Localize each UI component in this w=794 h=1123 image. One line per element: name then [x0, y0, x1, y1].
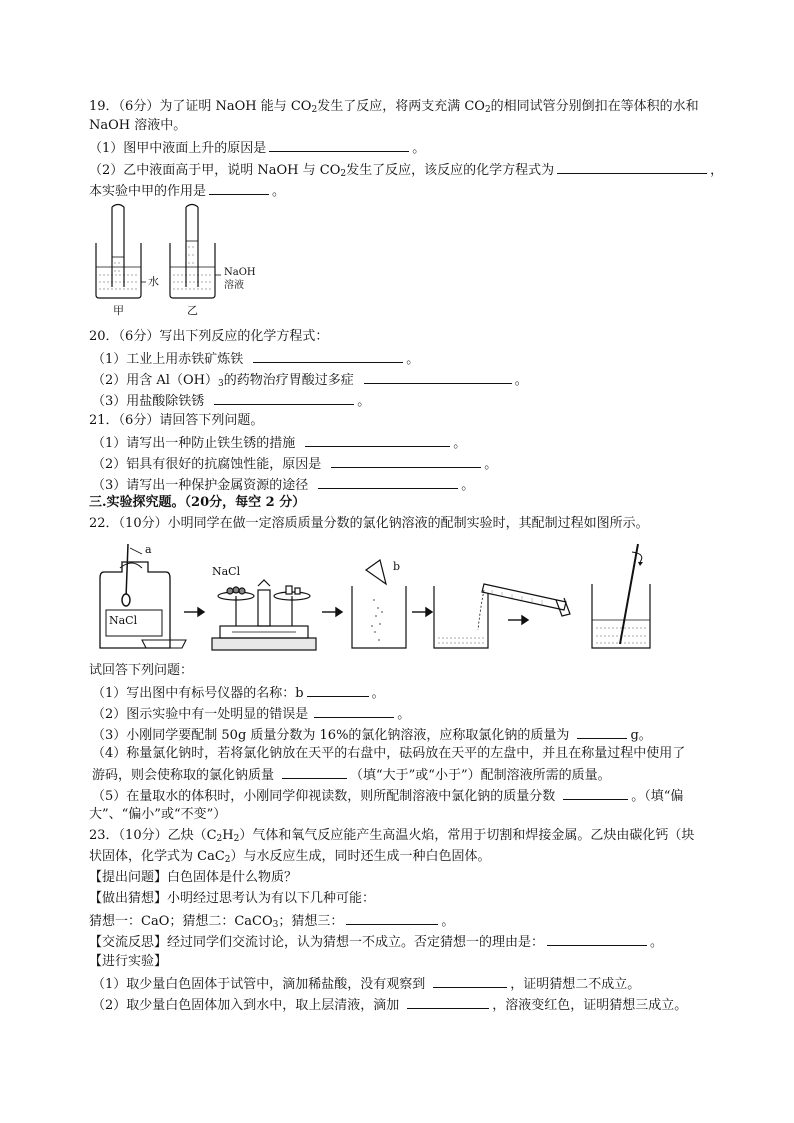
q21-part3: （3）请写出一种保护金属资源的途径 。	[92, 475, 474, 495]
q19-blank-2[interactable]	[557, 160, 707, 174]
q22-blank-3[interactable]	[577, 725, 627, 739]
q22-intro: 试回答下列问题：	[89, 663, 194, 678]
q21-blank-3[interactable]	[318, 475, 458, 489]
fig-label-solution: 溶液	[224, 280, 244, 291]
arrow-icon	[322, 608, 342, 616]
beaker-yi	[170, 243, 215, 298]
fig-label-nacl-bottle: NaCl	[109, 614, 138, 627]
fig-label-naoh: NaOH	[224, 267, 256, 278]
q20-part3: （3）用盐酸除铁锈 。	[92, 391, 370, 411]
test-tube-yi	[186, 205, 198, 288]
q23-reflect: 【交流反思】经过同学们交流讨论，认为猜想一不成立。否定猜想一的理由是： 。	[89, 932, 663, 952]
q23-exp2: （2）取少量白色固体加入到水中，取上层清液，滴加 ，溶液变红色，证明猜想三成立。	[92, 995, 687, 1015]
q22-part5-line2: 大”、“偏小”或“不变”）	[89, 807, 227, 822]
arrow-icon	[184, 608, 204, 616]
fig-label-water: 水	[148, 275, 159, 288]
balance	[212, 580, 316, 650]
q19-part1: （1）图甲中液面上升的原因是 。	[89, 138, 425, 158]
q23-title-line2: 状固体，化学式为 CaC$_2$）与水反应生成，同时还生成一种白色固体。	[89, 849, 491, 865]
section-3-heading: 三.实验探究题。（20分，每空 2 分）	[89, 495, 306, 510]
beaker-b	[352, 560, 406, 648]
beaker-pouring	[434, 584, 570, 648]
q23-blank-exp1[interactable]	[433, 974, 507, 988]
measuring-cylinder	[482, 584, 566, 610]
q23-blank-exp2[interactable]	[407, 995, 489, 1009]
q21-blank-1[interactable]	[305, 433, 450, 447]
q20-blank-1[interactable]	[253, 349, 403, 363]
q23-blank-reason[interactable]	[547, 932, 647, 946]
fig-label-jia: 甲	[113, 304, 124, 317]
beaker-jia	[96, 243, 141, 298]
q22-blank-2[interactable]	[314, 704, 394, 718]
q22-figure	[90, 540, 700, 660]
q22-title: 22．（10分）小明同学在做一定溶质质量分数的氯化钠溶液的配制实验时，其配制过程如图所示。	[89, 516, 649, 531]
q22-blank-4[interactable]	[282, 765, 347, 779]
q23-guess-list: 猜想一：CaO；猜想二：CaCO$_3$；猜想三： 。	[89, 911, 454, 931]
q22-part3: （3）小刚同学要配制 50g 质量分数为 16%的氯化钠溶液，应称取氯化钠的质量为 g。	[92, 725, 652, 745]
q20-part2: （2）用含 $Al(OH)_3$的药物治疗胃酸过多症 。	[92, 370, 528, 390]
q22-part1: （1）写出图中有标号仪器的名称：b 。	[92, 683, 385, 703]
q21-part1: （1）请写出一种防止铁生锈的措施 。	[92, 433, 466, 453]
q23-exp1: （1）取少量白色固体于试管中，滴加稀盐酸，没有观察到 ，证明猜想二不成立。	[92, 974, 640, 994]
q23-blank-guess3[interactable]	[346, 911, 438, 925]
q19-line1: 19．（6分）为了证明 NaOH 能与 $CO_2$发生了反应，将两支充满 $CO_2$的相同试管分别倒扣在等体积的水和	[89, 99, 699, 115]
fig-label-nacl-balance: NaCl	[212, 565, 241, 578]
q20-blank-3[interactable]	[214, 391, 354, 405]
q22-part2: （2）图示实验中有一处明显的错误是 。	[92, 704, 410, 724]
q23-title-line1: 23．（10分）乙炔$(C_2H_2)$气体和氧气反应能产生高温火焰，常用于切割和焊接金属。乙炔由碳化钙（块	[89, 828, 695, 844]
q21-part2: （2）铝具有很好的抗腐蚀性能，原因是 。	[92, 454, 497, 474]
reagent-bottle	[100, 562, 170, 648]
beaker-stirring	[592, 544, 650, 648]
q22-part5-line1: （5）在量取水的体积时，小刚同学仰视读数，则所配制溶液中氯化钠的质量分数 。（填“偏	[92, 786, 683, 806]
arrow-icon	[412, 608, 432, 616]
q19-part2: （2）乙中液面高于甲，说明 NaOH 与 $CO_2$发生了反应，该反应的化学方程式为 ，	[89, 160, 723, 180]
q20-part1: （1）工业上用赤铁矿炼铁 。	[92, 349, 419, 369]
weighing-dish	[142, 640, 186, 648]
glass-rod	[620, 544, 638, 644]
q22-part4-line1: （4）称量氯化钠时，若将氯化钠放在天平的右盘中，砝码放在天平的左盘中，并且在称量过程中使用了	[92, 746, 686, 761]
q23-guess: 【做出猜想】小明经过思考认为有以下几种可能：	[89, 891, 376, 906]
q19-part2-line2: 本实验中甲的作用是 。	[89, 181, 285, 201]
q19-blank-3[interactable]	[209, 181, 269, 195]
q22-blank-1[interactable]	[307, 683, 369, 697]
q23-ask: 【提出问题】白色固体是什么物质？	[89, 870, 298, 885]
q20-title: 20．（6分）写出下列反应的化学方程式：	[89, 329, 329, 344]
q22-part4-line2: 游码，则会使称取的氯化钠质量 （填“大于”或“小于”）配制溶液所需的质量。	[92, 765, 611, 785]
spoon	[122, 544, 142, 606]
fig-label-a: a	[145, 543, 152, 556]
fig-label-yi: 乙	[187, 304, 198, 317]
q21-title: 21．（6分）请回答下列问题。	[89, 413, 264, 428]
q19-number: 19．	[89, 99, 119, 114]
arrow-icon	[508, 616, 528, 624]
fig-label-b: b	[393, 560, 401, 573]
q19-line2: NaOH 溶液中。	[89, 118, 187, 133]
test-tube-jia	[112, 205, 124, 288]
q20-blank-2[interactable]	[364, 370, 512, 384]
q22-blank-5[interactable]	[563, 786, 628, 800]
q19-blank-1[interactable]	[269, 138, 409, 152]
q23-experiment: 【进行实验】	[89, 954, 168, 969]
q21-blank-2[interactable]	[331, 454, 481, 468]
